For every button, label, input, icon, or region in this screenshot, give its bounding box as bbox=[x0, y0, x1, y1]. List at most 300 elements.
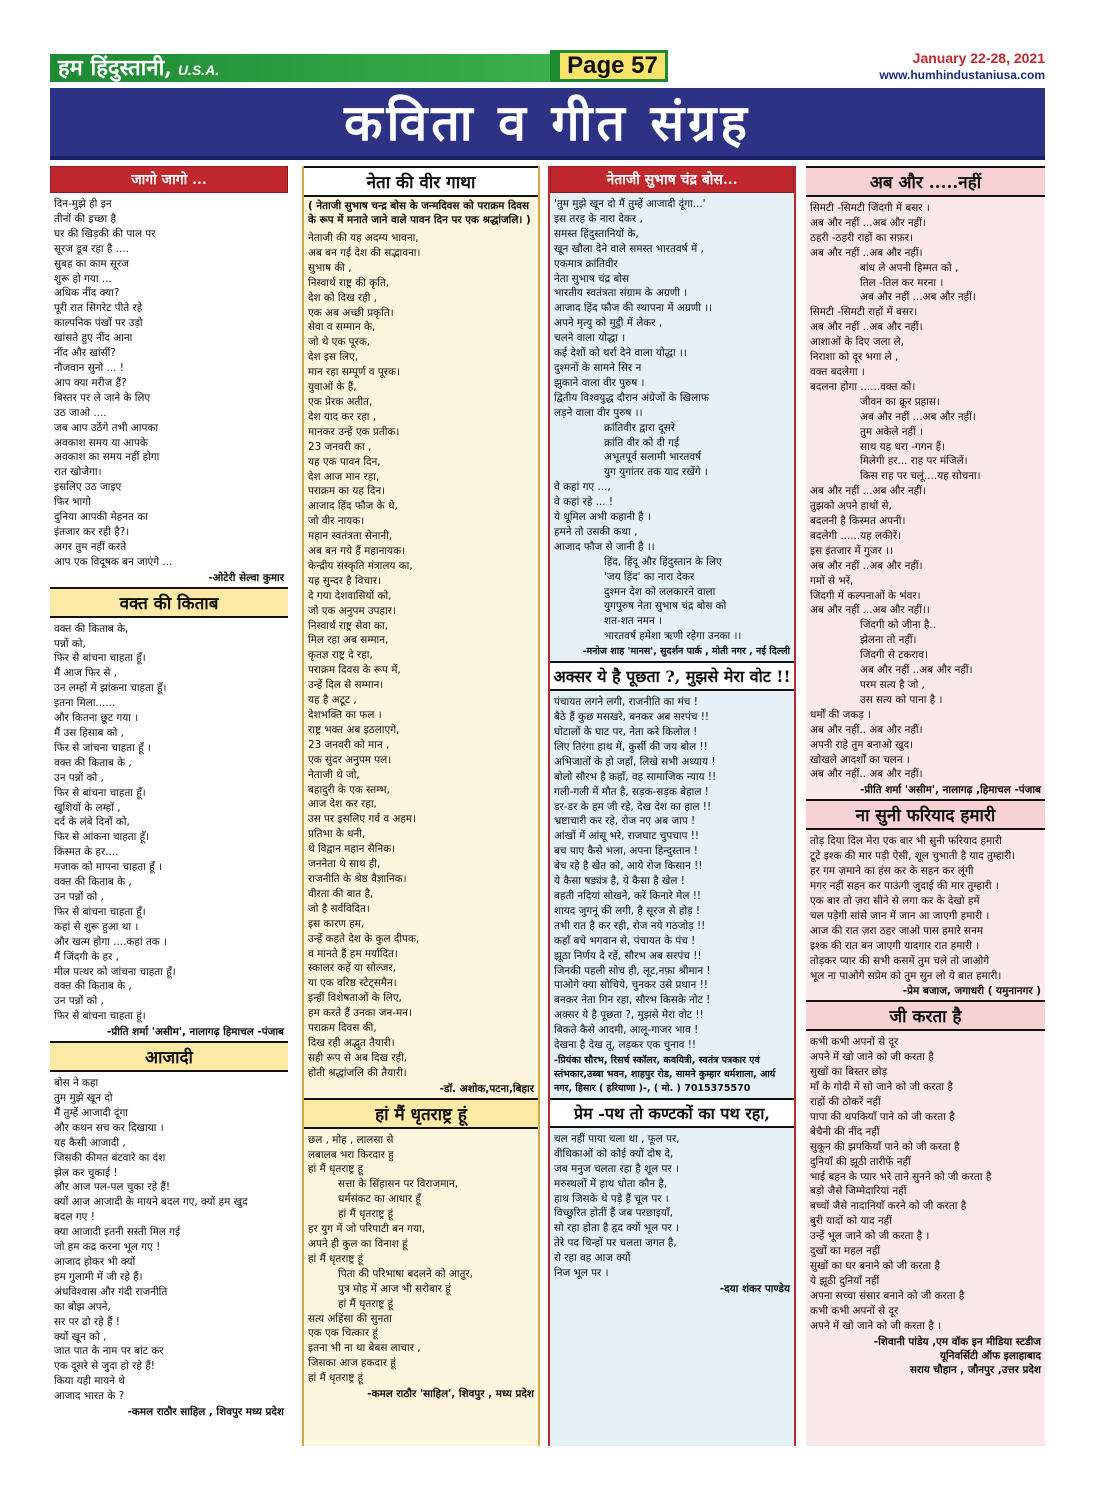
poem-line: हां मैं धृतराष्ट्र हूं bbox=[308, 1372, 364, 1385]
poem-line: जननेता थे साथ ही, bbox=[308, 858, 381, 871]
poem-body bbox=[554, 193, 790, 644]
poem-line: सुबह का काम सूरज bbox=[54, 257, 129, 270]
poem-line: हम करते हैं उनका जन-मन। bbox=[308, 1007, 412, 1020]
poem-title: आजादी bbox=[50, 1041, 288, 1072]
poem-line: बदलना होगा ......वक्त को। bbox=[810, 380, 916, 393]
poem-line: आजाद हिंद फौज के थे, bbox=[308, 500, 398, 513]
poem-line: और आज पल-पल चुका रहे हैं! bbox=[54, 1181, 171, 1194]
poem-line: अपना सच्चा संसार बनाने को जी करता है bbox=[810, 1289, 965, 1302]
poem-body bbox=[554, 1128, 790, 1281]
poem-line: यह है अटूट , bbox=[308, 694, 357, 707]
poem-line: जो हम कद्र करना भूल गए ! bbox=[54, 1241, 161, 1254]
poem-line: अपने में खो जाने को जी करता है bbox=[810, 1051, 934, 1064]
poem-line: झुकाने वाला वीर पुरुष । bbox=[554, 376, 645, 389]
poem-line: यह एक पावन दिन, bbox=[308, 455, 381, 468]
poem-line: अब और नहीं ...अब और नहीं। bbox=[860, 410, 976, 423]
poem-line: लिए तिरंगा हाथ में, कुर्सी की जय बोल !! bbox=[554, 740, 708, 753]
poem-line: दुश्मनों के सामने सिर न bbox=[554, 361, 642, 374]
poem-line: फिर से बांचना चाहता हूँ। bbox=[54, 652, 146, 665]
poem-line: इतना भी ना था बेबस लाचार , bbox=[308, 1342, 421, 1355]
poem-line: सूरज डूब रहा है .... bbox=[54, 242, 129, 255]
poem-line: बोस ने कहा bbox=[54, 1077, 99, 1090]
poem-line: आजाद होकर भी क्यों bbox=[54, 1256, 136, 1268]
poem-line: टूटे इश्क की मार पड़ी ऐसी, शूल चुभाती है याद तुम्हारी। bbox=[810, 850, 1016, 863]
poem-line: हर युग में जो परिपाटी बन गया, bbox=[308, 1223, 426, 1236]
brand-suffix: U.S.A. bbox=[177, 62, 220, 78]
poem-line: कभी कभी अपनों से दूर bbox=[810, 1036, 899, 1049]
author-line: -शिवानी पांडेय ,एम वॉक इन मीडिया स्टडीज bbox=[873, 1335, 1041, 1348]
poem-line: देश को दिख रही , bbox=[308, 291, 377, 304]
poem-line: दिख रही अद्भुत तैयारी। bbox=[308, 1036, 395, 1049]
poem-line: शायद जुगनूं की लगी, है सूरज से होड़ ! bbox=[554, 904, 701, 917]
poem-line: इश्क की रात बन जाएगी यादगार रात हमारी । bbox=[810, 939, 980, 952]
poem-line: द्वितीय विश्वयुद्ध दौरान अंग्रेजों के खिलाफ bbox=[554, 391, 709, 404]
poem-line: वक्त की किताब के , bbox=[54, 756, 132, 769]
poem-line: का बोझ अपने, bbox=[54, 1300, 111, 1313]
poem-line: उन लम्हों में झांकना चाहता हूँ। bbox=[54, 682, 167, 695]
poem-line: निस्वार्थ राष्ट्र की कृति, bbox=[308, 276, 390, 289]
poem-line: शुरू हो गया ... bbox=[54, 272, 112, 285]
poem-line: 'जय हिंद' का नारा देकर bbox=[604, 570, 695, 583]
poem-line: पन्नों को, bbox=[54, 637, 86, 650]
poem-line: चल नहीं पाया चला था , फूल पर, bbox=[554, 1132, 680, 1145]
poem-title: जागो जागो ... bbox=[50, 166, 288, 193]
poem-author: -कमल राठौर साहिल , शिवपुर मध्य प्रदेश bbox=[127, 1406, 284, 1419]
poem-line: जीवन का क्रूर प्रहास। bbox=[860, 395, 940, 408]
poem-line: अब और नहीं ..अब और नहीं। bbox=[810, 246, 923, 259]
poem-line: फिर भागो bbox=[54, 496, 91, 509]
poem-line: राजनीति के श्रेष्ठ वैज्ञानिक। bbox=[308, 872, 407, 885]
poem-line: किस्मत के हर.... bbox=[54, 846, 119, 859]
poem-line: बिस्तर पर ले जाने के लिए bbox=[54, 391, 151, 404]
poem-line: भ्रष्टाचारी कर रहे, रोज नए अब जाप ! bbox=[554, 815, 696, 828]
poem-line: खांसते हुए नींद आना bbox=[54, 332, 133, 345]
poem-line: सेवा व सम्मान के, bbox=[308, 321, 376, 334]
poem-line: अब और नहीं ...अब और नहीं। bbox=[810, 485, 926, 498]
poem-line: एक बार तो ज़रा सीने से लगा कर के देखो हमें bbox=[810, 894, 980, 907]
poem-line: यह सुन्दर है विचार। bbox=[308, 574, 381, 587]
poem-line: दुखों का महल नहीं bbox=[810, 1245, 881, 1258]
poem-line: किस राह पर चलूं....यह सोचना। bbox=[860, 470, 981, 483]
poem-line: मैं आज फिर से , bbox=[54, 667, 118, 680]
poem-line: सुखों का बिस्तर छोड़ bbox=[810, 1066, 888, 1079]
poem-line: जो थे एक पूरक, bbox=[308, 336, 371, 349]
poem-author: -प्रीति शर्मा 'असीम', नालागढ़ ,हिमाचल -पंजाब bbox=[860, 784, 1041, 797]
page-number: Page 57 bbox=[550, 50, 668, 82]
poem-intro: ( नेताजी सुभाष चन्द्र बोस के जन्मदिवस को पराक्रम दिवस के रूप में मनाते जाने वाले पावन दिन पर एक श्रद्धांजलि। ) bbox=[308, 200, 531, 226]
poem-line: निराशा को दूर भगा ले , bbox=[810, 351, 899, 364]
poem-line: हां मैं धृतराष्ट्र हूं bbox=[308, 1252, 364, 1265]
poem-body bbox=[308, 227, 534, 1081]
poem-line: और खत्म होगा ....कहां तक । bbox=[54, 935, 168, 948]
poem-author: -मनोज शाह 'मानस', सुदर्शन पार्क , मोती नगर , नई दिल्ली bbox=[582, 646, 790, 658]
poem-line: सुकून की झपकियाँ पाने को जी करता है bbox=[810, 1140, 960, 1153]
author-line: यूनिवर्सिटी ऑफ इलाहाबाद bbox=[940, 1349, 1041, 1362]
poem-line: जिंदगी को जीना है.. bbox=[860, 619, 937, 632]
poem-line: अवकाश समय या आपके bbox=[54, 436, 148, 449]
poem-line: युवाओं के हैं, bbox=[308, 381, 357, 394]
poem-line: सर पर ढो रहे हैं ! bbox=[54, 1315, 120, 1328]
poem-line: सही रूप से अब दिख रही, bbox=[308, 1051, 408, 1064]
poem-line: अब और नहीं ..अब और नहीं। bbox=[810, 559, 923, 572]
poem-line: घर की खिड़की की पाल पर bbox=[54, 227, 156, 240]
poem-line: देशभक्ति का फल । bbox=[308, 709, 382, 721]
poem-line: आज की रात ज़रा ठहर जाओ पास हमारे सनम bbox=[810, 924, 984, 937]
poem-line: देखना है देख तू, लड़कर एक चुनाव !! bbox=[554, 1039, 697, 1052]
poem-line: समस्त हिंदुस्तानियों के, bbox=[554, 227, 639, 240]
poem-line: नेताजी की यह अदम्य भावना, bbox=[308, 232, 419, 244]
poem-line: तीनों की इच्छा है bbox=[54, 212, 117, 225]
poem-line: 'तुम मुझे खून दो मैं तुम्हें आजादी दूंगा...' bbox=[554, 198, 706, 210]
poem-line: लड़ने वाला वीर पुरुष ।। bbox=[554, 406, 643, 419]
newspaper-brand bbox=[50, 54, 550, 82]
poem-line: ये कैसा षड्यंत्र है, ये कैसा है खेल ! bbox=[554, 875, 685, 888]
column-3 bbox=[548, 166, 796, 1446]
poem-line: अभूतपूर्व सलामी भारतवर्ष bbox=[604, 451, 702, 464]
poem-line: हम गुलामी में जी रहे हैं। bbox=[54, 1270, 143, 1283]
poem-line: जो एक अनुपम उपहार। bbox=[308, 604, 396, 617]
poem-line: वक्त की किताब के, bbox=[54, 622, 129, 635]
poem-line: इस तरह के नारा देकर , bbox=[554, 212, 643, 225]
poem-line: तोड़कर प्यार की सभी कसमें तुम चले तो जाओगे bbox=[810, 954, 990, 967]
poem-line: गली-गली में मौत है, सड़क-सड़क बेहाल ! bbox=[554, 785, 709, 798]
poem-line: आशाओं के दिए जला ले, bbox=[810, 336, 904, 349]
poem-line: यह कैसी आजादी , bbox=[54, 1136, 126, 1149]
poem-line: अब बन गये हैं महानायक। bbox=[308, 545, 406, 558]
poem-title: वक्त की किताब bbox=[50, 587, 288, 618]
poem-line: पुत्र मोह में आज भी सरोबार हूं bbox=[338, 1282, 451, 1295]
poem-title: नेताजी सुभाष चंद्र बोस... bbox=[550, 166, 794, 193]
poem-line: हां मैं धृतराष्ट्र हू bbox=[308, 1163, 364, 1176]
poem-line: मैं जिंदगी के हर , bbox=[54, 950, 119, 963]
poem-line: अब और नहीं ...अब और नहीं। bbox=[810, 216, 926, 229]
poem-line: जिसकी कीमत बंटवारे का दंश bbox=[54, 1151, 166, 1164]
poem-line: स्कालर कहें या सोल्जर, bbox=[308, 962, 396, 975]
poem-line: इन्हीं विशेषताओं के लिए, bbox=[308, 992, 402, 1005]
column-2 bbox=[302, 166, 540, 1446]
poem-line: फिर से आंकना चाहता हूँ। bbox=[54, 831, 150, 844]
masthead bbox=[50, 50, 1045, 84]
poem-line: उन पन्नों को , bbox=[54, 771, 104, 784]
poem-line: आजाद हिंद फौज की स्थापना में अग्रणी ।। bbox=[554, 302, 713, 315]
poem-line: और कथन सच कर दिखाया । bbox=[54, 1121, 164, 1134]
section-title: कविता व गीत संग्रह bbox=[344, 93, 751, 152]
poem-line: सिमटी -सिमटी राहों में बसर। bbox=[810, 306, 918, 319]
poem-line: उन पन्नों को , bbox=[54, 995, 104, 1008]
poem-line: अब और नहीं ..अब और नहीं। bbox=[810, 321, 923, 334]
poem-line: गमों से भरें, bbox=[810, 574, 854, 587]
poem-line: परम सत्य है जो , bbox=[860, 679, 925, 691]
poem-line: आजाद फौज से जानी है ।। bbox=[554, 540, 655, 553]
poem-line: छल , मोह , लालसा से bbox=[308, 1133, 394, 1146]
poem-line: व मानते हैं हम मर्यादित। bbox=[308, 947, 398, 960]
poem-line: उन्हें दिल से सम्मान। bbox=[308, 679, 384, 692]
poem-line: भाई बहन के प्यार भरे ताने सुनने को जी करता है bbox=[810, 1170, 992, 1183]
poem-line: फिर से बांचना चाहता हूँ। bbox=[54, 905, 146, 918]
poem-line: माँ के गोदी में सो जाने को जी करता है bbox=[810, 1081, 953, 1094]
poem-line: भूल ना पाओगे सप्रेम को तुम सुन लो ये बात हमारी। bbox=[810, 969, 1002, 982]
poem-line: या एक वरिष्ठ स्टेट्समैन। bbox=[308, 977, 397, 990]
poem-line: इंतजार कर रही है?। bbox=[54, 525, 130, 538]
poem-line: बदलेगी ......यह लकीरें। bbox=[810, 529, 901, 542]
poem-line: काल्पनिक पंखों पर उड़ो bbox=[54, 317, 143, 330]
poem-line: थे विद्वान महान सैनिक। bbox=[308, 843, 396, 856]
poem-line: राहों की ठोकरें नहीं bbox=[810, 1096, 881, 1109]
poem-line: इसलिए उठ जाइए bbox=[54, 481, 122, 494]
poem-line: सुभाष की , bbox=[308, 261, 352, 274]
poem-author: -प्रीति शर्मा 'असीम', नालागढ़ हिमाचल -पंजाब bbox=[107, 1026, 284, 1039]
poem-line: मरुस्थलों में हाथ धोता कौन है, bbox=[554, 1177, 668, 1190]
poem-line: मगर नहीं सहन कर पाऊंगी जुदाई की मार तुम्हारी । bbox=[810, 880, 999, 893]
poem-line: 23 जनवरी को मान , bbox=[308, 738, 390, 751]
poem-line: तुम मुझे खून दो bbox=[54, 1092, 113, 1105]
poem-line: अपने ही कुल का विनाश हूं bbox=[308, 1238, 408, 1250]
issue-date: January 22-28, 2021 bbox=[912, 50, 1045, 66]
poem-line: पराक्रम का यह दिन। bbox=[308, 485, 386, 498]
poem-line: उस सत्य को पाना है । bbox=[860, 693, 943, 706]
poem-title: प्रेम -पथ तो कण्टकों का पथ रहा, bbox=[550, 1098, 794, 1128]
poem-line: जिनकी पहली सोच ही, लूट,नफ़ा श्रीमान ! bbox=[554, 964, 711, 977]
poem-line: किया यही मायने थे bbox=[54, 1375, 125, 1388]
poem-line: बच्चों जैसे नादानियाँ करने को जी करता है bbox=[810, 1200, 967, 1213]
poem-line: फिर से जांचना चाहता हूँ । bbox=[54, 741, 151, 754]
poem-line: सत्य अहिंसा की सुनता bbox=[308, 1312, 392, 1325]
poem-line: बच पाए कैसे भला, अपना हिन्दुस्तान ! bbox=[554, 845, 698, 858]
poem-line: सो रहा होता है हृद क्यों भूल पर । bbox=[554, 1222, 679, 1235]
poem-line: पापा की थपकियाँ पाने को जी करता है bbox=[810, 1110, 955, 1123]
poem-line: कृतज्ञ राष्ट्र दे रहा, bbox=[308, 649, 373, 662]
poem-line: झूठा निर्णय दे रहें, सौरभ अब सरपंच !! bbox=[554, 949, 702, 962]
poem-line: जो वीर नायक। bbox=[308, 515, 365, 528]
poem-line: एक प्रेरक अतीत, bbox=[308, 395, 373, 408]
poem-line: जो है सर्वविदित। bbox=[308, 902, 370, 915]
poem-line: बहादुरी के एक स्तम्भ, bbox=[308, 783, 390, 796]
poem-line: बड़ो जैसे जिम्मेदारियां नहीं bbox=[810, 1185, 907, 1198]
poem-line: उन पन्नों को , bbox=[54, 890, 104, 903]
poem-line: आज देश कर रहा, bbox=[308, 798, 377, 811]
poem-line: युग युगांतर तक याद रखेंगे । bbox=[604, 466, 708, 479]
poem-title: अक्सर ये है पूछता ?, मुझसे मेरा वोट !! bbox=[550, 661, 794, 691]
poem-line: हर गम ज़माने का हंस कर के सहन कर लूंगी bbox=[810, 865, 974, 878]
poem-line: जब आप उठेंगे तभी आपका bbox=[54, 421, 159, 434]
poem-title: हां मैं धृतराष्ट्र हूं bbox=[304, 1098, 538, 1129]
poem-line: क्यों खून को , bbox=[54, 1330, 107, 1343]
poem-line: बुरी यादों को याद नहीं bbox=[810, 1215, 892, 1228]
poem-line: सत्ता के सिंहासन पर विराजमान, bbox=[338, 1178, 459, 1191]
poem-line: भारतीय स्वतंत्रता संग्राम के अग्रणी । bbox=[554, 287, 688, 300]
poem-line: धर्मों की जकड़ । bbox=[810, 708, 872, 721]
poem-line: झेलना तो नहीं। bbox=[860, 634, 917, 647]
poem-title: नेता की वीर गाथा bbox=[304, 166, 538, 197]
poem-line: तिल -तिल कर मरना । bbox=[860, 276, 944, 289]
poem-line: होती श्रद्धांजलि की तैयारी। bbox=[308, 1066, 407, 1079]
poem-line: आप एक विदूषक बन जाएंगे ... bbox=[54, 555, 173, 568]
poem-title: अब और .....नहीं bbox=[806, 166, 1045, 197]
poem-line: ठहरी -ठहरी राहों का सफ़र। bbox=[810, 231, 913, 244]
poem-line: मिल रहा अब सम्मान, bbox=[308, 634, 389, 647]
poem-line: अब और नहीं ...अब और नहीं।। bbox=[810, 604, 930, 617]
poem-line: रात खोजेगा। bbox=[54, 466, 102, 479]
poem-line: खोखले आदर्शों का चलन । bbox=[810, 753, 910, 766]
poem-line: एक एक चित्कार हूं bbox=[308, 1327, 378, 1340]
poem-line: मील पत्थर को जांचना चाहता हूँ। bbox=[54, 965, 176, 978]
poem-title: ना सुनी फरियाद हमारी bbox=[806, 799, 1045, 830]
poem-line: बनकर नेता गिन रहा, सौरभ किसके नोट ! bbox=[554, 994, 711, 1007]
poem-line: रो रहा वह आज क्यों bbox=[554, 1252, 631, 1265]
poem-line: लबालब भरा किरदार हु bbox=[308, 1148, 394, 1161]
poem-line: बदलनी है किस्मत अपनी। bbox=[810, 515, 906, 528]
poem-line: वीरता की बात है, bbox=[308, 887, 374, 900]
poem-line: राष्ट्र भक्त अब इठलाएगे, bbox=[308, 723, 400, 736]
poem-line: उन्हें कहते देश के कुल दीपक, bbox=[308, 932, 420, 945]
poem-line: अवकाश का समय नहीं होगा bbox=[54, 451, 160, 464]
poem-title: जी करता है bbox=[806, 1000, 1045, 1031]
poem-line: बोलो सौरभ है कहाँ, वह सामाजिक न्याय !! bbox=[554, 770, 717, 783]
issue-info bbox=[879, 50, 1045, 82]
poem-author: -प्रियंका सौरभ, रिसर्च स्कॉलर, कवयित्री, स्वतंत्र पत्रकार एवं स्तंभकार,उब्बा भवन, शाहपुर रोड, सामने कुम्हार धर्मशाला, आर्य नगर, हिसार ( हरियाणा )-, ( मो. ) 7015375570 bbox=[554, 1054, 776, 1094]
poem-author: -प्रेम बजाज, जगाधरी ( यमुनानगर ) bbox=[902, 985, 1041, 998]
poem-line: अब और नहीं ..अब और नहीं। bbox=[860, 664, 973, 677]
poem-line: पंचायत लगने लगी, राजनीति का मंच ! bbox=[554, 696, 698, 709]
poem-line: चलने वाला योद्धा । bbox=[554, 332, 626, 345]
poem-line: देश आज मान रहा, bbox=[308, 470, 380, 483]
poem-line: 23 जनवरी का , bbox=[308, 440, 372, 453]
poem-author bbox=[810, 1334, 1041, 1379]
poem-line: पराक्रम दिवस के रूप में, bbox=[308, 664, 401, 677]
poem-line: पाओगे क्या सोचिये, चुनकर उसे प्रधान !! bbox=[554, 979, 708, 992]
poem-line: दे गया देशवासियों को, bbox=[308, 589, 392, 602]
poem-line: अपनी राहे तुम बनाओ खुद। bbox=[810, 738, 914, 751]
poem-line: हिंद, हिंदू और हिंदुस्तान के लिए bbox=[604, 555, 722, 568]
column-1 bbox=[50, 166, 288, 1446]
poem-line: एक अब अच्छी प्रकृति। bbox=[308, 306, 394, 319]
poem-line: धर्मसंकट का आधार हूँ bbox=[338, 1193, 421, 1206]
poem-body bbox=[810, 197, 1041, 782]
poem-line: विच्छुरित होतीं हैं जब परछाइयाँ, bbox=[554, 1207, 673, 1220]
poem-line: क्रांति वीर को दी गई bbox=[604, 436, 680, 449]
poem-line: फिर से बांचना चाहता हूँ। bbox=[54, 786, 146, 799]
poem-body bbox=[308, 1129, 534, 1386]
poem-author: -डॉ. अशोक,पटना,बिहार bbox=[439, 1082, 534, 1095]
poem-line: मान रहा सम्पूर्ण व पूरक। bbox=[308, 366, 400, 379]
poem-line: इतना मिला...... bbox=[54, 697, 116, 710]
poem-line: डर-डर के हम जी रहे, देख देश का हाल !! bbox=[554, 800, 712, 813]
poem-line: बिकते कैसे आदमी, आलू-गाजर भाव ! bbox=[554, 1024, 699, 1037]
poem-line: उन्हें भूल जाने को जी करता है । bbox=[810, 1230, 930, 1243]
poem-body bbox=[54, 1072, 284, 1404]
poem-line: तभी रात है कर रही, रोज नये गठजोड़ !! bbox=[554, 919, 706, 932]
poem-line: उठ जाओ .... bbox=[54, 406, 107, 419]
poem-line: प्रतिभा के धनी, bbox=[308, 828, 366, 841]
poem-author: -कमल राठौर 'साहिल', शिवपुर , मध्य प्रदेश bbox=[367, 1388, 534, 1401]
poem-line: फिर से बांचना चाहता हूं। bbox=[54, 1010, 146, 1023]
poem-line: इस कारण हम, bbox=[308, 917, 365, 930]
poem-line: बहती नदियां सोखने, करें किनारे मेल !! bbox=[554, 889, 702, 902]
poem-line: कहाँ बचे भगवान से, पंचायत के पंच ! bbox=[554, 934, 696, 947]
poem-line: दर्द के लंबे दिनों को, bbox=[54, 816, 130, 829]
poem-line: मैं उस हिसाब को , bbox=[54, 727, 124, 739]
poem-line: एक सुंदर अनुपम पल। bbox=[308, 753, 392, 766]
poem-line: सिमटी -सिमटी जिंदगी में बसर । bbox=[810, 202, 930, 214]
poem-line: झेल कर चुकाई ! bbox=[54, 1166, 118, 1179]
poem-line: हाथ जिसके थे पड़े हैं चूल पर । bbox=[554, 1192, 669, 1205]
poem-body bbox=[554, 691, 790, 1053]
poem-line: ये झूठी दुनियाँ नहीं bbox=[810, 1274, 880, 1287]
poem-line: पिता की परिभाषा बदलने को आतुर, bbox=[338, 1267, 473, 1280]
poem-line: क्रांतिवीर द्वारा दूसरे bbox=[604, 421, 676, 434]
poem-line: शत-शत नमन । bbox=[604, 615, 663, 628]
poem-line: हमने तो उसकी कथा , bbox=[554, 525, 638, 538]
poem-line: आजाद भारत के ? bbox=[54, 1390, 125, 1403]
poem-line: तेरे पद चिन्हों पर चलता जगत है, bbox=[554, 1237, 677, 1250]
poem-line: युगपुरुष नेता सुभाष चंद्र बोस को bbox=[604, 600, 727, 613]
poem-body bbox=[810, 1031, 1041, 1333]
poem-line: वक्त बदलेगा । bbox=[810, 365, 865, 378]
poem-line: इस इंतजार में गुजर ।। bbox=[810, 544, 893, 557]
poem-line: वक्त की किताब के , bbox=[54, 980, 132, 993]
poem-line: तुम अकेले नहीं । bbox=[860, 425, 923, 438]
poem-line: महान स्वतंत्रता सेनानी, bbox=[308, 530, 393, 543]
poem-line: अक्सर ये है पूछता ?, मुझसे मेरा वोट !! bbox=[554, 1009, 704, 1022]
section-banner bbox=[50, 88, 1045, 160]
poem-line: तोड़ दिया दिल मेरा एक बार भी सुनी फरियाद हमारी bbox=[810, 835, 1002, 848]
website-link[interactable]: www.humhindustaniusa.com bbox=[879, 68, 1045, 82]
poem-body bbox=[54, 618, 284, 1024]
poem-line: क्या आजादी इतनी सस्ती मिल गई bbox=[54, 1226, 181, 1239]
poem-line: क्यों आज आजादी के मायने बदल गए, क्यों हम खुद bbox=[54, 1196, 248, 1209]
poem-line: चल पड़ेगी सांसे जान में जान आ जाएगी हमारी । bbox=[810, 909, 990, 922]
poem-line: नौजवान सुनो ... ! bbox=[54, 361, 124, 374]
poem-line: मिलेगी हर... राह पर मंजिलें। bbox=[860, 455, 968, 468]
poem-line: दुनियाँ की झूठी तारीफें नहीं bbox=[810, 1155, 911, 1168]
poem-line: निज भूल पर । bbox=[554, 1267, 609, 1280]
poem-line: मजाक को मापना चाहता हूँ । bbox=[54, 861, 162, 874]
poem-line: अब और नहीं.. अब और नहीं। bbox=[810, 723, 923, 736]
poem-line: अधिक नींद क्या? bbox=[54, 287, 120, 300]
poem-body bbox=[810, 830, 1041, 983]
poem-line: बेच रहे है खेत को, आये रोज किसान !! bbox=[554, 860, 703, 873]
poem-line: नींद और खांसीं? bbox=[54, 347, 116, 360]
poem-line: बदल गए ! bbox=[54, 1211, 95, 1224]
poem-line: अभिजातों के हो जहाँ, लिखे सभी अध्याय ! bbox=[554, 755, 716, 768]
poem-line: दुनिया आपकी मेहनत का bbox=[54, 511, 148, 524]
poem-line: अपने मृत्यु को मुट्ठी में लेकर , bbox=[554, 317, 663, 330]
poem-line: जिंदगी से टकराव। bbox=[860, 649, 928, 662]
poem-line: नेताजी थे जो, bbox=[308, 768, 360, 781]
poem-line: और कितना छूट गया । bbox=[54, 712, 139, 725]
poem-line: पूरी रात सिगरेट पीते रहे bbox=[54, 302, 143, 315]
poem-line: वक्त की किताब के , bbox=[54, 876, 132, 889]
poem-line: अपने में खो जाने को जी करता है । bbox=[810, 1319, 941, 1332]
poem-line: बैठे हैं कुछ मसखरे, बनकर अब सरपंच !! bbox=[554, 711, 710, 724]
column-4 bbox=[806, 166, 1045, 1446]
poem-line: एक दूसरे से जुदा हो रहे हैं! bbox=[54, 1360, 155, 1373]
poem-line: हां मैं धृतराष्ट्र हूं bbox=[338, 1297, 394, 1310]
poem-line: खुशियों के लम्हों , bbox=[54, 801, 121, 814]
poem-line: ये धूमिल अभी कहानी है । bbox=[554, 511, 651, 524]
poem-line: अब और नहीं.. अब और नहीं। bbox=[810, 768, 923, 781]
poem-line: वीथिकाओं को कोई क्यों दोष दे, bbox=[554, 1147, 674, 1160]
poem-line: अंधविश्वास और गंदी राजनीति bbox=[54, 1285, 168, 1298]
poem-author: -दया शंकर पाण्डेय bbox=[719, 1283, 790, 1295]
poem-line: जब मनुज चलता रहा है शूल पर । bbox=[554, 1162, 679, 1175]
poem-line: जिसका आज हकदार हूं bbox=[308, 1357, 396, 1370]
poem-line: वे कहां गए ..., bbox=[554, 481, 611, 494]
poem-line: कहां से शुरू हुआ था । bbox=[54, 920, 139, 933]
poem-line: भारतवर्ष हमेशा ऋणी रहेगा उनका ।। bbox=[604, 630, 742, 643]
poem-line: खून खौला देने वाले समस्त भारतवर्ष में , bbox=[554, 242, 704, 255]
poem-line: निस्वार्थ राष्ट्र सेवा का, bbox=[308, 619, 388, 632]
